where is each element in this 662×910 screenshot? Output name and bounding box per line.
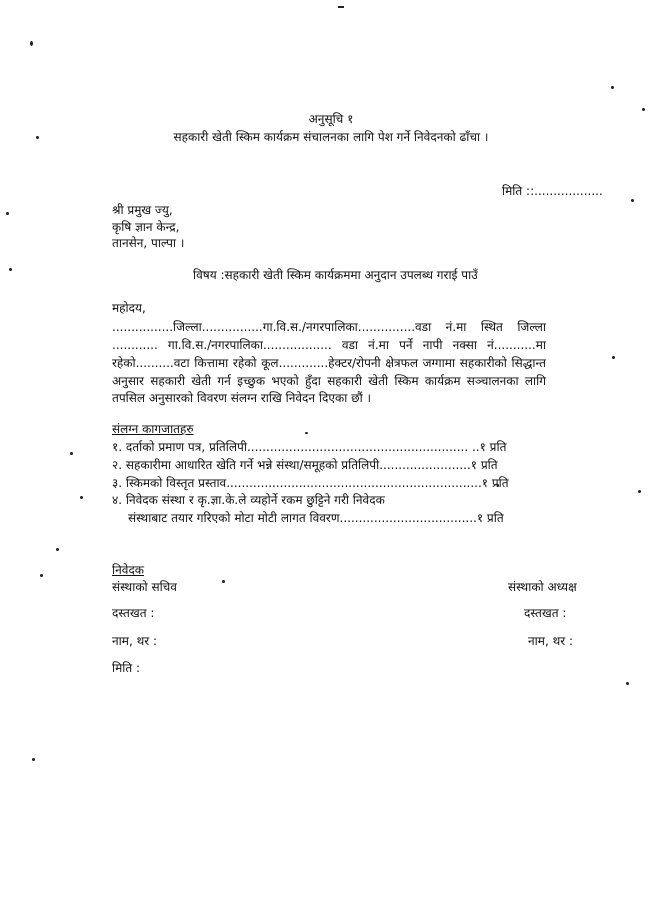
form-title: सहकारी खेती स्किम कार्यक्रम संचालनका लागि पेश गर्ने निवेदनको ढाँचा । [173,130,489,144]
attachment-item-4: ४. निवेदक संस्था र कृ.ज्ञा.के.ले व्यहोर्ने रकम छुट्टिने गरी निवेदक [112,493,385,507]
scan-speck [338,6,344,8]
annex-label: अनुसूचि १ [308,112,354,126]
scan-speck [80,496,83,499]
attachment-item-1: १. दर्ताको प्रमाण पत्र, प्रतिलिपी.......................................................... ..१ प्रति [112,440,507,454]
scan-speck [6,212,9,215]
recipient-line-1: श्री प्रमुख ज्यु, [112,203,173,217]
chairman-label: संस्थाको अध्यक्ष [508,580,577,594]
secretary-signature-label: दस्तखत : [112,606,155,620]
subject-line: विषय :सहकारी खेती स्किम कार्यक्रममा अनुदान उपलब्ध गराई पाउँ [193,268,478,282]
scan-speck [70,452,73,455]
scan-speck [305,432,308,434]
body-line-3: रहेको..........वटा कित्तामा रहेको कूल.............हेक्टर/रोपनी क्षेत्रफल जग्गामा सहकारीको सिद्धान्त [112,356,546,370]
scan-speck [642,108,645,111]
recipient-line-3: तानसेन, पाल्पा । [112,236,185,250]
body-line-5: तपसिल अनुसारको विवरण संलग्न राखि निवेदन दिएका छौं । [112,391,372,405]
attachments-heading: संलग्न कागजातहरु [112,422,194,436]
chairman-name-label: नाम, थर : [528,634,574,648]
recipient-line-2: कृषि ज्ञान केन्द्र, [112,220,180,234]
scan-speck [612,356,615,359]
chairman-signature-label: दस्तखत : [524,606,567,620]
scan-speck [9,268,12,271]
body-line-1: ................जिल्ला................गा.वि.स./नगरपालिका...............वडा नं.मा स्थित जिल्ला [112,320,546,334]
scan-speck [30,41,33,46]
scan-speck [611,86,614,89]
scan-speck [638,490,641,493]
scan-speck [40,574,43,577]
attachment-item-2: २. सहकारीमा आधारित खेति गर्ने भन्ने संस्था/समूहको प्रतिलिपी........................१ प्रति [112,458,498,472]
date-line: मिति ::.................. [502,184,603,198]
secretary-name-label: नाम, थर : [112,634,158,648]
attachment-item-3: ३. स्किमको विस्तृत प्रस्ताव...................................................................१ प्रति [112,476,509,490]
scan-speck [631,199,634,202]
attachment-item-4-cont: संस्थाबाट तयार गरिएको मोटा मोटी लागत विवरण....................................१ प्रति [128,511,504,525]
body-line-2: ............ गा.वि.स./नगरपालिका.................. वडा नं.मा पर्ने नापी नक्सा नं...........मा [112,338,546,352]
secretary-label: संस्थाको सचिव [112,580,177,594]
scan-speck [626,682,629,685]
salutation: महोदय, [112,301,146,315]
scan-speck [32,758,35,761]
body-line-4: अनुसार सहकारी खेती गर्न इच्छुक भएको हुँदा सहकारी खेती स्किम कार्यक्रम सञ्चालनका लागि [112,374,546,388]
scan-speck [222,580,225,583]
applicant-date-label: मिति : [112,661,141,675]
scan-speck [56,548,59,551]
applicant-heading: निवेदक [112,563,145,577]
